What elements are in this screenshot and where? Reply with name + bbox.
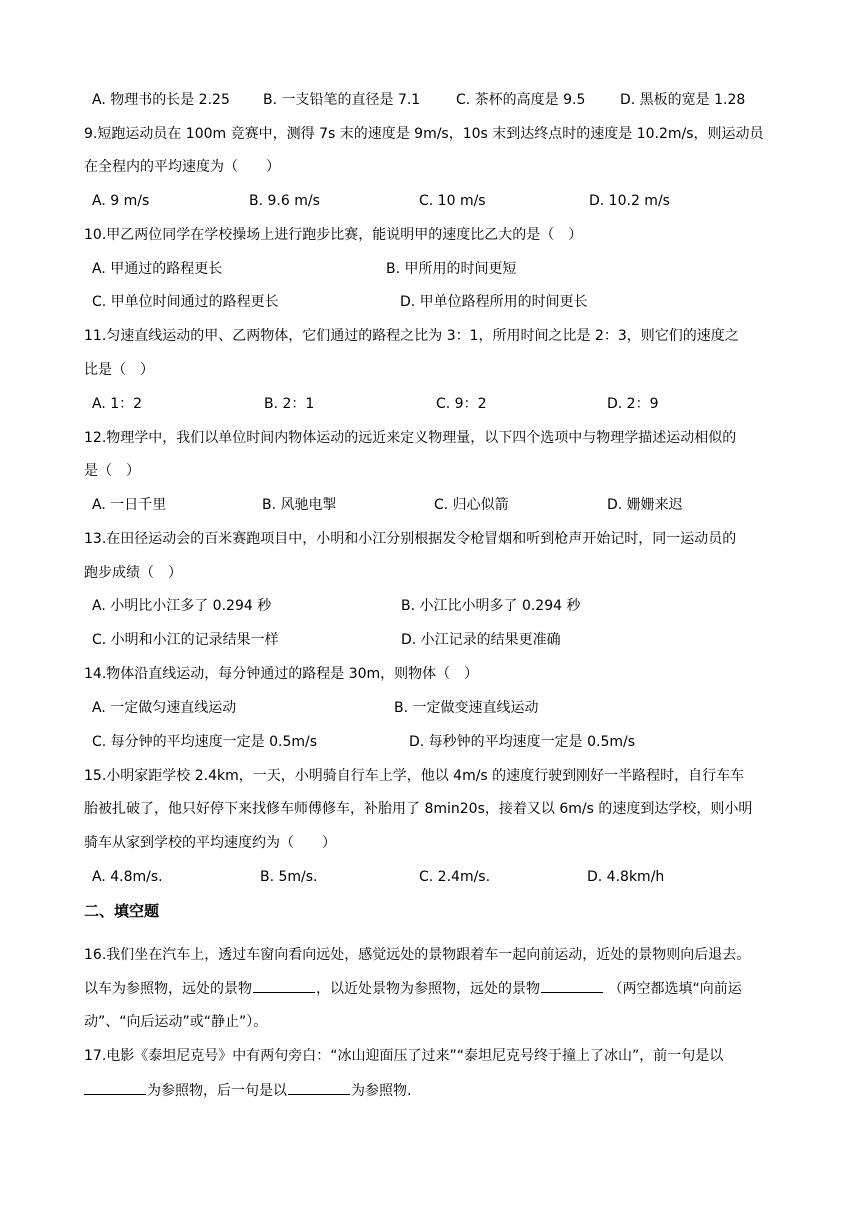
q15-option-a: A. 4.8m/s. — [92, 869, 163, 885]
q13-stem-line1: 13.在田径运动会的百米赛跑项目中，小明和小江分别根据发令枪冒烟和听到枪声开始记时，同一运动员的 — [84, 531, 737, 547]
q13-options-row1 — [92, 596, 792, 616]
q14-options-row2 — [92, 732, 792, 752]
q16-blank-2[interactable] — [541, 978, 603, 993]
q11-option-a: A. 1：2 — [92, 396, 143, 412]
q12-options — [92, 495, 792, 515]
q15-option-c: C. 2.4m/s. — [419, 869, 491, 885]
q16-text-b: ，以近处景物为参照物，远处的景物 — [316, 981, 540, 997]
section-title-fill-in: 二、填空题 — [84, 902, 160, 920]
q11-option-b: B. 2：1 — [264, 396, 315, 412]
q16-blank-1[interactable] — [253, 978, 315, 993]
q14-option-b: B. 一定做变速直线运动 — [394, 700, 539, 716]
q13-option-c: C. 小明和小江的记录结果一样 — [92, 632, 279, 648]
q12-option-d: D. 姗姗来迟 — [607, 497, 683, 513]
q16-text-a: 以车为参照物，远处的景物 — [84, 981, 252, 997]
q13-options-row2 — [92, 630, 792, 650]
q12-option-c: C. 归心似箭 — [434, 497, 509, 513]
q12-stem-line1: 12.物理学中，我们以单位时间内物体运动的远近来定义物理量，以下四个选项中与物理学描述运动相似的 — [84, 430, 737, 446]
q14-option-c: C. 每分钟的平均速度一定是 0.5m/s — [92, 734, 318, 750]
q10-option-c: C. 甲单位时间通过的路程更长 — [92, 294, 279, 310]
q9-option-c: C. 10 m/s — [419, 193, 486, 209]
q8-options — [92, 90, 792, 110]
q9-option-b: B. 9.6 m/s — [249, 193, 320, 209]
q15-stem-line1: 15.小明家距学校 2.4km，一天，小明骑自行车上学，他以 4m/s 的速度行驶到刚好一半路程时，自行车车 — [84, 768, 745, 784]
q12-option-a: A. 一日千里 — [92, 497, 167, 513]
q9-stem-line2: 在全程内的平均速度为（ ） — [84, 159, 280, 175]
q17-stem-line1: 17.电影《泰坦尼克号》中有两句旁白：“冰山迎面压了过来”“泰坦尼克号终于撞上了冰山”，前一句是以 — [84, 1048, 724, 1064]
q16-text-c: （两空都选填“向前运 — [608, 981, 742, 997]
q17-stem-line2 — [84, 1080, 411, 1101]
q15-stem-line3: 骑车从家到学校的平均速度约为（ ） — [84, 835, 336, 851]
q8-option-a: A. 物理书的长是 2.25 — [92, 92, 230, 108]
q8-option-c: C. 茶杯的高度是 9.5 — [456, 92, 586, 108]
q15-option-d: D. 4.8km/h — [587, 869, 665, 885]
q10-option-b: B. 甲所用的时间更短 — [386, 261, 517, 277]
q15-options — [92, 867, 792, 887]
q11-option-c: C. 9：2 — [436, 396, 487, 412]
q10-option-d: D. 甲单位路程所用的时间更长 — [400, 294, 588, 310]
q14-option-a: A. 一定做匀速直线运动 — [92, 700, 237, 716]
q12-option-b: B. 风驰电掣 — [262, 497, 337, 513]
q15-stem-line2: 胎被扎破了，他只好停下来找修车师傅修车，补胎用了 8min20s，接着又以 6m/s 的速度到达学校，则小明 — [84, 801, 753, 817]
q9-option-d: D. 10.2 m/s — [589, 193, 670, 209]
q17-text-b: 为参照物. — [351, 1083, 412, 1099]
q14-stem: 14.物体沿直线运动，每分钟通过的路程是 30m，则物体（ ） — [84, 666, 479, 682]
q10-option-a: A. 甲通过的路程更长 — [92, 261, 223, 277]
q13-option-a: A. 小明比小江多了 0.294 秒 — [92, 598, 272, 614]
q13-option-d: D. 小江记录的结果更准确 — [401, 632, 561, 648]
q17-blank-1[interactable] — [84, 1080, 146, 1095]
q17-blank-2[interactable] — [288, 1080, 350, 1095]
q9-stem-line1: 9.短跑运动员在 100m 竞赛中，测得 7s 末的速度是 9m/s，10s 末到达终点时的速度是 10.2m/s，则运动员 — [84, 126, 764, 142]
q16-stem-line3: 动”、“向后运动”或“静止”）。 — [84, 1014, 268, 1030]
q14-options-row1 — [92, 698, 792, 718]
q11-stem-line1: 11.匀速直线运动的甲、乙两物体，它们通过的路程之比为 3：1，所用时间之比是 2：3，则它们的速度之 — [84, 328, 739, 344]
q9-option-a: A. 9 m/s — [92, 193, 150, 209]
q12-stem-line2: 是（ ） — [84, 463, 140, 479]
q10-options-row1 — [92, 259, 792, 279]
q13-stem-line2: 跑步成绩（ ） — [84, 565, 182, 581]
q11-options — [92, 394, 792, 414]
q9-options — [92, 191, 792, 211]
q16-stem-line2 — [84, 978, 742, 999]
q11-stem-line2: 比是（ ） — [84, 362, 154, 378]
q15-option-b: B. 5m/s. — [260, 869, 318, 885]
q13-option-b: B. 小江比小明多了 0.294 秒 — [401, 598, 581, 614]
q17-text-a: 为参照物，后一句是以 — [147, 1083, 287, 1099]
q10-stem: 10.甲乙两位同学在学校操场上进行跑步比赛，能说明甲的速度比乙大的是（ ） — [84, 227, 583, 243]
q8-option-d: D. 黑板的宽是 1.28 — [620, 92, 746, 108]
q11-option-d: D. 2：9 — [607, 396, 659, 412]
q14-option-d: D. 每秒钟的平均速度一定是 0.5m/s — [409, 734, 636, 750]
q16-stem-line1: 16.我们坐在汽车上，透过车窗向看向远处，感觉远处的景物跟着车一起向前运动，近处的景物则向后退去。 — [84, 947, 751, 963]
q8-option-b: B. 一支铅笔的直径是 7.1 — [263, 92, 421, 108]
q10-options-row2 — [92, 292, 792, 312]
